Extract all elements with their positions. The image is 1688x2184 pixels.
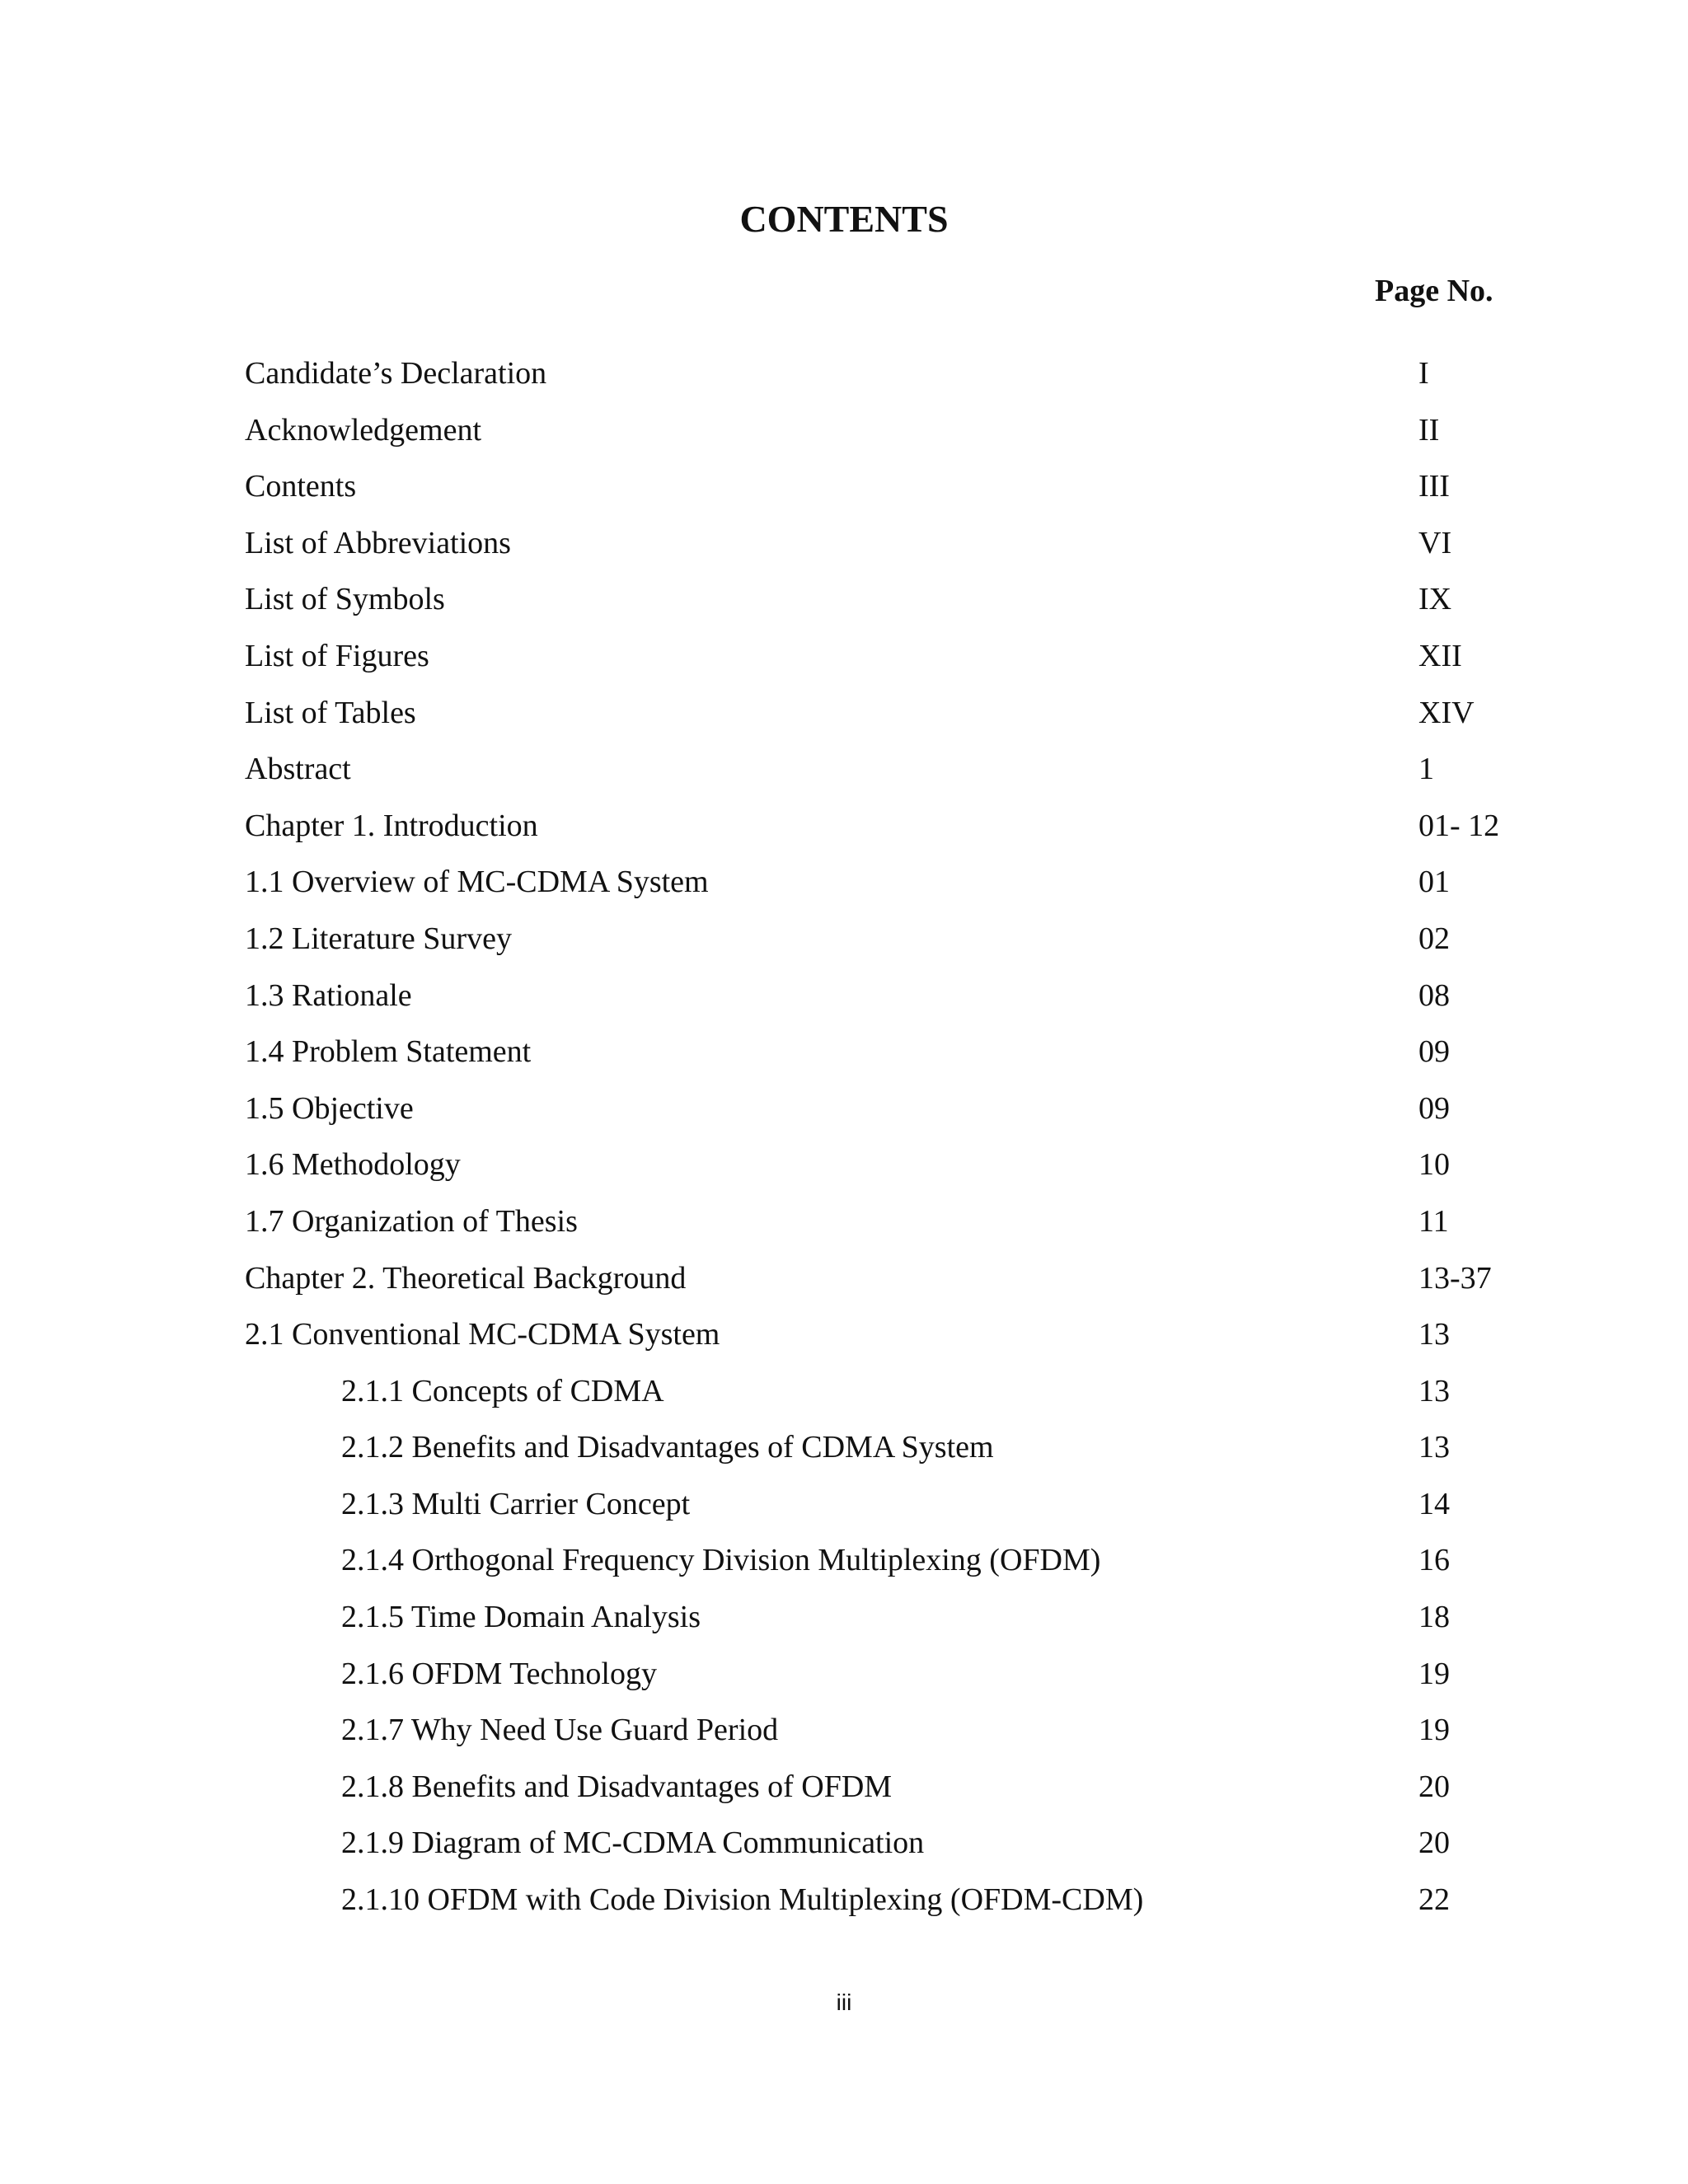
toc-entry-page-number: VI <box>1418 525 1452 560</box>
toc-entry-title: 2.1.3 Multi Carrier Concept <box>341 1486 691 1521</box>
toc-entry-page-number: 01 <box>1418 865 1450 900</box>
toc-entry-page-number: 20 <box>1418 1825 1450 1861</box>
toc-entry-page-number: 13 <box>1418 1317 1450 1352</box>
footer-page-number: iii <box>836 1990 852 2015</box>
toc-entry-title: 2.1.7 Why Need Use Guard Period <box>341 1713 779 1748</box>
toc-entry <box>0 918 1688 975</box>
toc-entry <box>0 635 1688 692</box>
toc-entry-page-number: 08 <box>1418 977 1450 1013</box>
toc-entry <box>0 805 1688 862</box>
toc-entry-title: Chapter 2. Theoretical Background <box>245 1260 687 1296</box>
toc-entry-title: Contents <box>245 469 357 504</box>
toc-entry-title: 2.1 Conventional MC-CDMA System <box>245 1317 720 1352</box>
toc-entry-title: Chapter 1. Introduction <box>245 808 538 843</box>
toc-entry-title: 2.1.2 Benefits and Disadvantages of CDMA System <box>341 1430 994 1465</box>
toc-entry <box>0 410 1688 466</box>
toc-entry-page-number: IX <box>1418 582 1452 617</box>
toc-entry-title: List of Tables <box>245 695 416 730</box>
toc-entry <box>0 975 1688 1032</box>
toc-entry-title: List of Symbols <box>245 582 445 617</box>
toc-entry <box>0 1031 1688 1088</box>
toc-entry <box>0 861 1688 918</box>
toc-entry <box>0 466 1688 523</box>
toc-entry-page-number: III <box>1418 469 1450 504</box>
toc-entry-title: Candidate’s Declaration <box>245 356 547 391</box>
toc-entry <box>0 1540 1688 1596</box>
toc-entry-page-number: 20 <box>1418 1769 1450 1804</box>
toc-entry <box>0 1879 1688 1936</box>
toc-entry-page-number: 14 <box>1418 1486 1450 1521</box>
toc-entry-page-number: 22 <box>1418 1882 1450 1918</box>
toc-entry-title: 1.4 Problem Statement <box>245 1034 532 1070</box>
toc-entry <box>0 1314 1688 1371</box>
toc-entry <box>0 1088 1688 1145</box>
toc-entry-title: 2.1.9 Diagram of MC-CDMA Communication <box>341 1825 925 1861</box>
toc-entry <box>0 579 1688 635</box>
toc-entry <box>0 523 1688 579</box>
toc-entry-page-number: XII <box>1418 638 1462 673</box>
toc-entry-page-number: 10 <box>1418 1147 1450 1183</box>
toc-entry-page-number: II <box>1418 412 1440 448</box>
toc-entry <box>0 1201 1688 1258</box>
toc-entry-title: 2.1.10 OFDM with Code Division Multiplexing (OFDM-CDM) <box>341 1882 1144 1918</box>
toc-entry <box>0 692 1688 749</box>
toc-entry-title: Abstract <box>245 752 351 787</box>
toc-entry-title: List of Figures <box>245 638 429 673</box>
toc-entry <box>0 1822 1688 1879</box>
toc-entry-title: 1.6 Methodology <box>245 1147 461 1183</box>
toc-entry-page-number: 09 <box>1418 1090 1450 1126</box>
toc-entry-page-number: 13-37 <box>1418 1260 1492 1296</box>
toc-entry-page-number: XIV <box>1418 695 1475 730</box>
toc-entry <box>0 1258 1688 1315</box>
toc-entry-title: Acknowledgement <box>245 412 482 448</box>
toc-entry <box>0 1766 1688 1823</box>
toc-entry <box>0 1596 1688 1653</box>
page-no-column-header: Page No. <box>1375 274 1493 308</box>
toc-entry-page-number: 02 <box>1418 921 1450 956</box>
toc-entry-page-number: 19 <box>1418 1656 1450 1691</box>
toc-entry-page-number: 13 <box>1418 1373 1450 1408</box>
toc-entry-title: 1.7 Organization of Thesis <box>245 1203 578 1239</box>
table-of-contents <box>0 353 1688 1936</box>
toc-entry-page-number: 11 <box>1418 1203 1449 1239</box>
toc-entry-page-number: 18 <box>1418 1600 1450 1635</box>
toc-entry-title: 2.1.6 OFDM Technology <box>341 1656 657 1691</box>
toc-entry <box>0 1483 1688 1540</box>
toc-entry-page-number: 16 <box>1418 1543 1450 1578</box>
toc-entry-title: 2.1.4 Orthogonal Frequency Division Multiplexing (OFDM) <box>341 1543 1101 1578</box>
toc-entry <box>0 748 1688 805</box>
toc-entry-title: 2.1.8 Benefits and Disadvantages of OFDM <box>341 1769 893 1804</box>
toc-entry-title: 1.3 Rationale <box>245 977 412 1013</box>
toc-entry-page-number: 09 <box>1418 1034 1450 1070</box>
toc-entry <box>0 1709 1688 1766</box>
toc-entry <box>0 1427 1688 1483</box>
toc-entry <box>0 1371 1688 1427</box>
toc-entry-title: 1.1 Overview of MC-CDMA System <box>245 865 709 900</box>
toc-entry <box>0 1144 1688 1201</box>
toc-entry-title: 1.5 Objective <box>245 1090 414 1126</box>
toc-entry-title: List of Abbreviations <box>245 525 511 560</box>
toc-entry-page-number: 1 <box>1418 752 1434 787</box>
toc-entry <box>0 1653 1688 1710</box>
toc-entry-page-number: 13 <box>1418 1430 1450 1465</box>
page-title: CONTENTS <box>739 198 949 240</box>
toc-entry-title: 1.2 Literature Survey <box>245 921 512 956</box>
toc-entry-page-number: 19 <box>1418 1713 1450 1748</box>
toc-entry-title: 2.1.5 Time Domain Analysis <box>341 1600 701 1635</box>
toc-entry-page-number: I <box>1418 356 1429 391</box>
toc-entry-page-number: 01- 12 <box>1418 808 1500 843</box>
toc-entry <box>0 353 1688 410</box>
toc-entry-title: 2.1.1 Concepts of CDMA <box>341 1373 664 1408</box>
